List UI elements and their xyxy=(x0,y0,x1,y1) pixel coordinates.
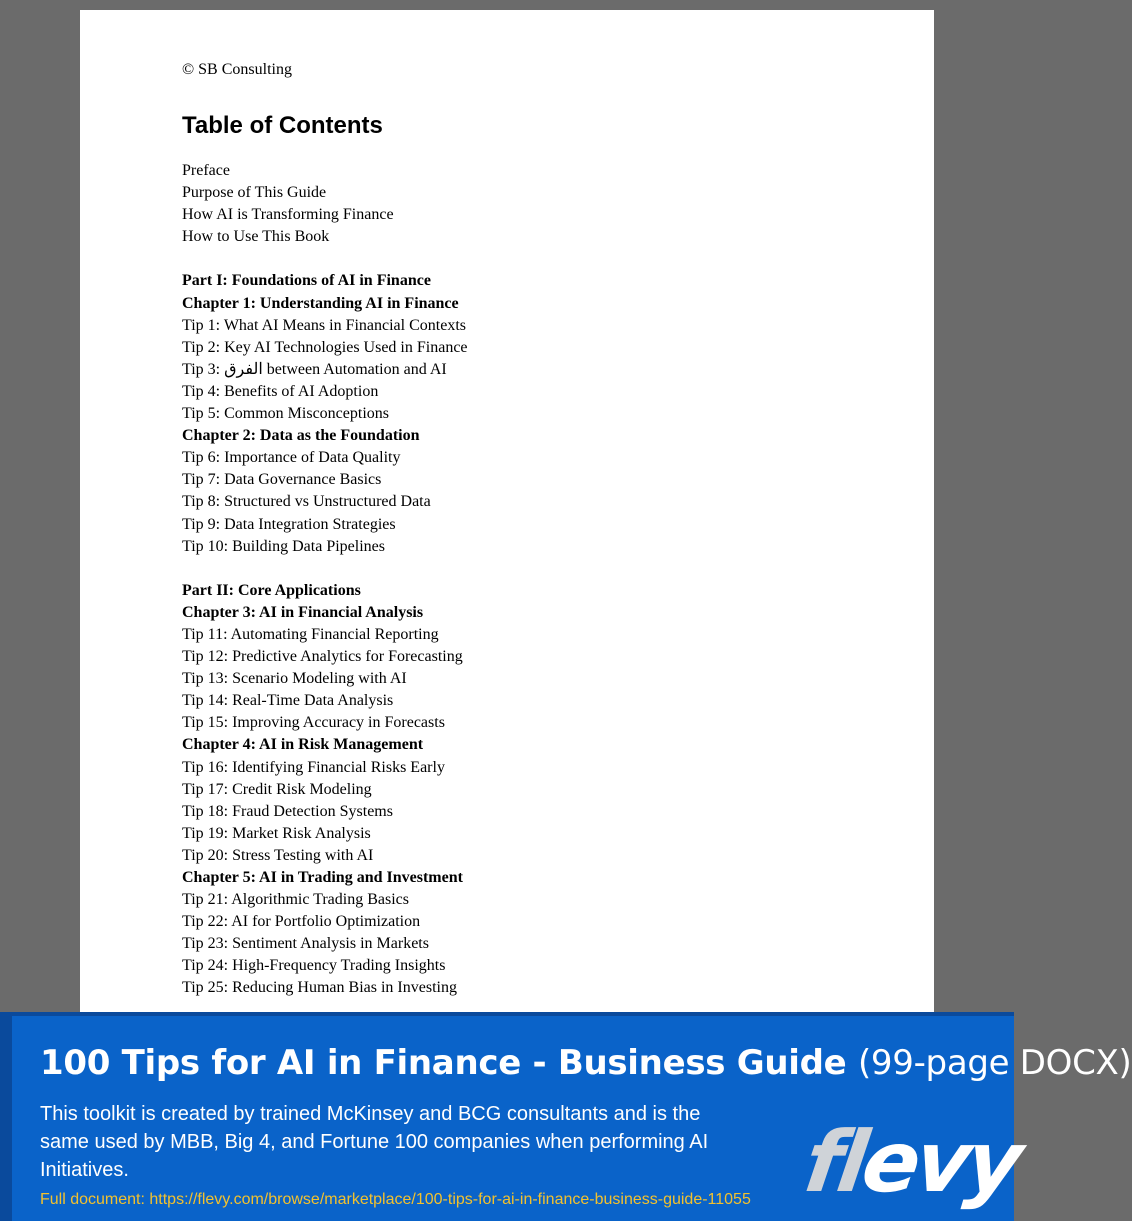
toc-entry: Tip 15: Improving Accuracy in Forecasts xyxy=(182,714,445,732)
toc-entry: Tip 24: High-Frequency Trading Insights xyxy=(182,957,446,975)
banner-title-suffix: (99-page DOCX) xyxy=(857,1043,1132,1083)
promo-banner xyxy=(0,1012,1132,1221)
toc-entry: Tip 11: Automating Financial Reporting xyxy=(182,625,439,643)
toc-entry: Tip 16: Identifying Financial Risks Early xyxy=(182,758,445,776)
toc-heading: Chapter 3: AI in Financial Analysis xyxy=(182,603,424,621)
copyright-notice: © SB Consulting xyxy=(182,61,292,78)
toc-spacer xyxy=(182,558,882,580)
toc-entry: How to Use This Book xyxy=(182,228,330,246)
document-page xyxy=(80,10,934,1014)
toc-entry: Tip 13: Scenario Modeling with AI xyxy=(182,670,407,688)
toc-entry: Tip 21: Algorithmic Trading Basics xyxy=(182,891,409,909)
table-of-contents xyxy=(182,160,882,1000)
toc-spacer xyxy=(182,248,882,270)
flevy-logo-part-2: evy xyxy=(856,1113,1025,1211)
toc-heading: Chapter 1: Understanding AI in Finance xyxy=(182,294,459,312)
toc-entry: Tip 19: Market Risk Analysis xyxy=(182,824,371,842)
toc-heading: Chapter 5: AI in Trading and Investment xyxy=(182,869,463,886)
toc-entry: Tip 7: Data Governance Basics xyxy=(182,471,382,489)
toc-entry: Tip 4: Benefits of AI Adoption xyxy=(182,382,379,400)
toc-entry: Tip 6: Importance of Data Quality xyxy=(182,449,401,467)
toc-entry: Tip 18: Fraud Detection Systems xyxy=(182,802,393,820)
toc-heading: Chapter 2: Data as the Foundation xyxy=(182,427,420,445)
toc-entry: Tip 25: Reducing Human Bias in Investing xyxy=(182,979,457,997)
banner-title xyxy=(40,1042,1132,1084)
toc-entry: Tip 5: Common Misconceptions xyxy=(182,405,389,423)
toc-entry: Tip 12: Predictive Analytics for Forecasting xyxy=(182,648,463,666)
toc-entry: Preface xyxy=(182,162,230,179)
toc-heading: Chapter 4: AI in Risk Management xyxy=(182,736,424,754)
toc-entry: Tip 22: AI for Portfolio Optimization xyxy=(182,913,421,931)
toc-entry: Tip 2: Key AI Technologies Used in Finance xyxy=(182,338,468,356)
toc-entry: Tip 1: What AI Means in Financial Contexts xyxy=(182,316,466,334)
flevy-logo[interactable] xyxy=(799,1112,1025,1212)
banner-description: This toolkit is created by trained McKinsey and BCG consultants and is the same used by MBB, Big 4, and Fortune 100 companies when performing AI Initiatives. xyxy=(40,1103,709,1181)
banner-title-main: 100 Tips for AI in Finance - Business Guide xyxy=(40,1043,847,1083)
flevy-logo-part-1: fl xyxy=(799,1113,871,1211)
toc-entry: Tip 9: Data Integration Strategies xyxy=(182,515,396,533)
toc-entry: Tip 3: الفرق between Automation and AI xyxy=(182,360,447,378)
toc-entry: Tip 10: Building Data Pipelines xyxy=(182,537,385,555)
toc-entry: Tip 8: Structured vs Unstructured Data xyxy=(182,493,431,511)
toc-heading: Part II: Core Applications xyxy=(182,581,361,599)
toc-entry: How AI is Transforming Finance xyxy=(182,206,394,224)
toc-entry: Tip 20: Stress Testing with AI xyxy=(182,846,374,864)
toc-entry: Purpose of This Guide xyxy=(182,184,327,202)
full-document-link[interactable]: Full document: https://flevy.com/browse/marketplace/100-tips-for-ai-in-finance-business-guide-11055 xyxy=(40,1191,751,1208)
toc-heading: Part I: Foundations of AI in Finance xyxy=(182,272,431,290)
toc-title: Table of Contents xyxy=(182,112,383,139)
toc-entry: Tip 23: Sentiment Analysis in Markets xyxy=(182,935,429,953)
toc-entry: Tip 17: Credit Risk Modeling xyxy=(182,780,372,798)
toc-entry: Tip 14: Real-Time Data Analysis xyxy=(182,692,394,710)
